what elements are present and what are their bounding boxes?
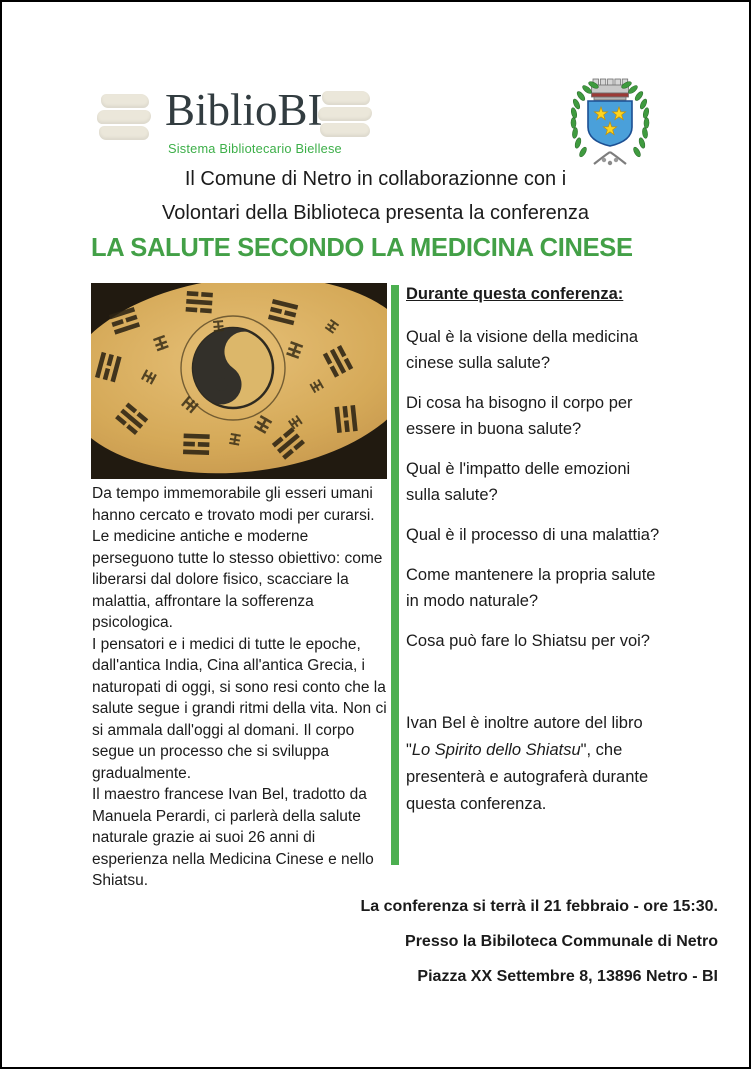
book-spine-icon — [97, 110, 151, 124]
book-title: Lo Spirito dello Shiatsu — [411, 741, 581, 759]
footer — [242, 896, 718, 1001]
footer-line: Piazza XX Settembre 8, 13896 Netro - BI — [417, 968, 718, 985]
logo-tagline: Sistema Bibliotecario Biellese — [168, 141, 342, 156]
intro-text — [2, 162, 749, 230]
right-column — [406, 285, 668, 835]
question-item: Qual è il processo di una malattia? — [406, 526, 660, 544]
municipal-crest-icon — [558, 72, 662, 170]
intro-line-1: Il Comune di Netro in collaborazionne con i — [184, 168, 567, 190]
intro-line-2: Volontari della Biblioteca presenta la conferenza — [162, 202, 589, 224]
book-note-post: ", che presenterà e autograferà durante questa conferenza. — [406, 741, 649, 813]
bagua-yinyang-photo — [91, 283, 387, 479]
footer-line: La conferenza si terrà il 21 febbraio - ore 15:30. — [360, 898, 718, 915]
book-note — [406, 710, 668, 818]
logo-wordmark: BiblioBI — [165, 85, 323, 135]
book-spine-icon — [99, 126, 149, 140]
question-item: Come mantenere la propria salute in modo naturale? — [406, 566, 656, 610]
left-column-text — [92, 483, 390, 892]
book-spine-icon — [101, 94, 149, 108]
book-spine-icon — [322, 91, 370, 105]
question-item: Qual è l'impatto delle emozioni sulla salute? — [406, 460, 631, 504]
question-item: Di cosa ha bisogno il corpo per essere in buona salute? — [406, 394, 633, 438]
left-paragraph: Il maestro francese Ivan Bel, tradotto da Manuela Perardi, ci parlerà della salute naturale grazie ai suoi 26 anni di esperienza nella Medicina Cinese e nello Shiatsu. — [92, 786, 374, 889]
left-paragraph: Da tempo immemorabile gli esseri umani hanno cercato e trovato modi per curarsi. Le medicine antiche e moderne perseguono tutte lo stesso obiettivo: come liberarsi dal dolore fisico, scacciare la malattia, affrontare la sofferenza psicologica. — [92, 485, 383, 631]
book-spine-icon — [320, 123, 370, 137]
conference-header: Durante questa conferenza: — [406, 285, 624, 303]
question-item: Qual è la visione della medicina cinese sulla salute? — [406, 328, 639, 372]
left-paragraph: I pensatori e i medici di tutte le epoche, dall'antica India, Cina all'antica Grecia, i naturopati di oggi, si sono resi conto che la salute segue i grandi ritmi della vita. Non ci si ammala dall'oggi al domani. Il corpo segue un processo che si sviluppa gradualmente. — [92, 635, 387, 782]
bibliobi-logo — [2, 2, 402, 172]
page-title: LA SALUTE SECONDO LA MEDICINA CINESE — [91, 234, 633, 262]
book-note-pre: Ivan Bel è inoltre autore del libro " — [406, 714, 643, 759]
footer-line: Presso la Bibiloteca Communale di Netro — [405, 933, 718, 950]
book-spine-icon — [318, 107, 372, 121]
question-item: Cosa può fare lo Shiatsu per voi? — [406, 632, 650, 650]
column-divider — [391, 285, 399, 865]
